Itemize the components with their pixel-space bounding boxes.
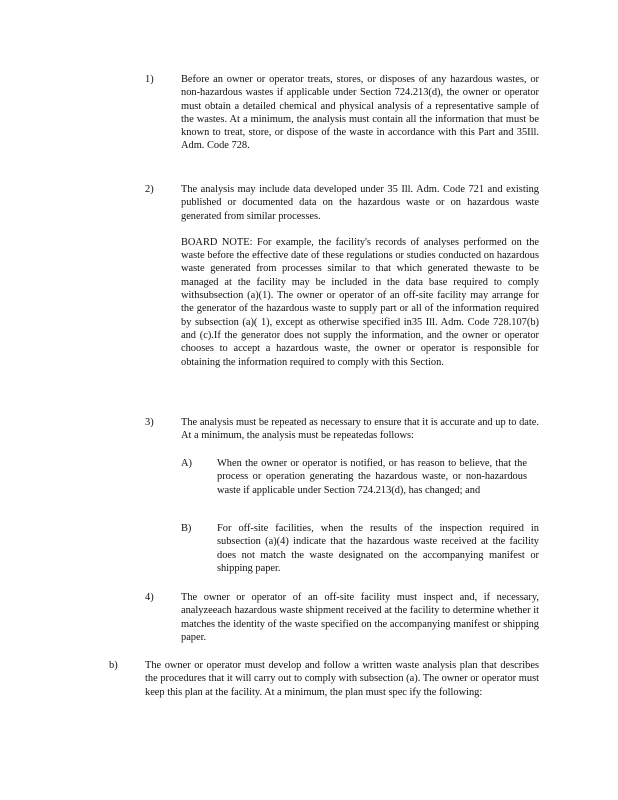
item-body (181, 183, 539, 369)
item-body (217, 522, 539, 575)
paragraph: The analysis may include data developed under 35 Ill. Adm. Code 721 and existing published or documented data on the hazardous waste or on hazardous waste generated from similar processes. (181, 184, 539, 222)
item-body (217, 457, 527, 497)
item-label: 2) (145, 184, 154, 195)
item-label: 1) (145, 74, 154, 85)
item-label: A) (181, 458, 192, 469)
paragraph: The analysis must be repeated as necessary to ensure that it is accurate and up to date. At a minimum, the analysis must be repeatedas follows: (181, 417, 539, 442)
item-label: b) (109, 660, 118, 671)
paragraph: For off-site facilities, when the results of the inspection required in subsection (a)(4) indicate that the hazardous waste received at the facility does not match the waste designated on the accompanying manifest or shipping paper. (217, 523, 539, 574)
board-note: BOARD NOTE: For example, the facility's records of analyses performed on the waste before the effective date of these regulations or studies conducted on hazardous waste generated from processes similar to that which generated thewaste to be managed at the facility may be included in the data base required to comply withsubsection (a)(1). The owner or operator of an off-site facility may arrange for the generator of the hazardous waste to supply part or all of the information required by subsection (a)( 1), except as otherwise specified in35 Ill. Adm. Code 728.107(b) and (c).If the generator does not supply the information, and the owner or operator chooses to accept a hazardous waste, the owner or operator is responsible for obtaining the information required to comply with this Section. (181, 236, 539, 368)
item-body (145, 659, 539, 699)
paragraph: When the owner or operator is notified, or has reason to believe, that the process or operation generating the hazardous waste, or non-hazardous waste if applicable under Section 724.213(d), has changed; and (217, 458, 527, 496)
paragraph: The owner or operator of an off-site facility must inspect and, if necessary, analyzeeach hazardous waste shipment received at the facility to determine whether it matches the identity of the waste specified on the accompanying manifest or shipping paper. (181, 592, 539, 643)
item-label: 4) (145, 592, 154, 603)
item-body (181, 73, 539, 153)
paragraph: The owner or operator must develop and follow a written waste analysis plan that describes the procedures that it will carry out to comply with subsection (a). The owner or operator must keep this plan at the facility. At a minimum, the plan must spec ify the following: (145, 660, 539, 698)
item-label: B) (181, 523, 192, 534)
item-body (181, 591, 539, 644)
item-body (181, 416, 539, 443)
paragraph: Before an owner or operator treats, stores, or disposes of any hazardous wastes, or non-hazardous wastes if applicable under Section 724.213(d), the owner or operator must obtain a detailed chemical and physical analysis of a representative sample of the wastes. At a minimum, the analysis must contain all the information that must be known to treat, store, or dispose of the waste in accordance with this Part and 35Ill. Adm. Code 728. (181, 74, 539, 152)
item-label: 3) (145, 417, 154, 428)
